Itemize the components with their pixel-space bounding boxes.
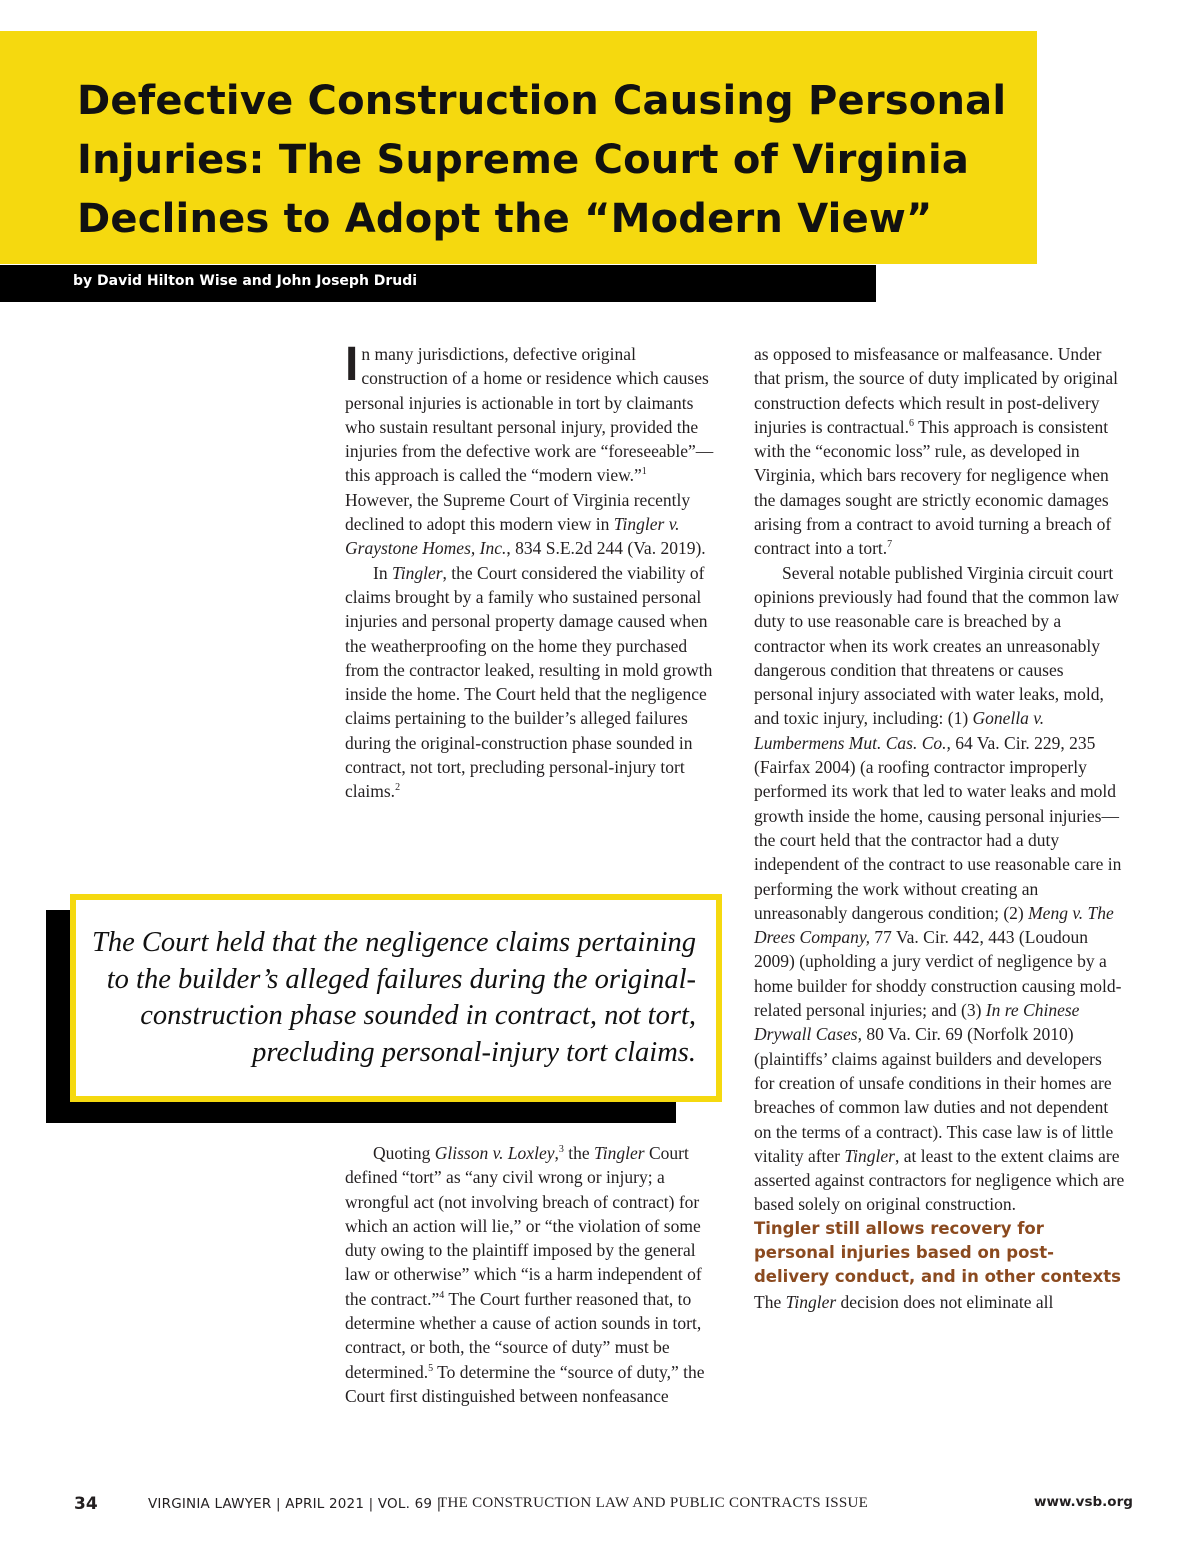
body-paragraph: Quoting Glisson v. Loxley,$^3$ the Tingler Court defined “tort” as “any civil wrong or injury; a wrongful act (not involving breach of contract) for which an action will lie,” or “the violation of some duty owing to the plaintiff imposed by the general law or otherwise” which “is a harm independent of the contract.”$^4$ The Court further reasoned that, to determine whether a cause of action sounds in tort, contract, or both, the “source of duty” must be determined.$^5$ To determine the “source of duty,” the Court first distinguished between nonfeasance: [345, 1143, 705, 1406]
body-paragraph: In many jurisdictions, defective original construction of a home or residence which causes personal injuries is actionable in tort by claimants who sustain resultant personal injury, provided the injuries from the defective work are “foreseeable”—this approach is called the “modern view.”$^1$ However, the Supreme Court of Virginia recently declined to adopt this modern view in Tingler v. Graystone Homes, Inc., 834 S.E.2d 244 (Va. 2019).: [345, 338, 714, 559]
footer-url[interactable]: www.vsb.org: [1034, 1494, 1133, 1510]
case-name: In re Chinese Drywall Cases: [754, 1000, 1080, 1045]
footnote-ref: 7: [887, 539, 893, 551]
article-title: Defective Construction Causing Personal Injuries: The Supreme Court of Virginia Declines to Adopt the “Modern View”: [77, 78, 1007, 242]
case-name: Meng v. The Drees Company,: [754, 902, 1114, 948]
section-subhead: Tingler still allows recovery for personal injuries based on post-delivery conduct, and in other contexts: [754, 1218, 1121, 1287]
footer-publication: VIRGINIA LAWYER | APRIL 2021 | VOL. 69 |: [148, 1496, 442, 1512]
footer-issue: THE CONSTRUCTION LAW AND PUBLIC CONTRACTS ISSUE: [438, 1495, 869, 1511]
case-name: Glisson v. Loxley: [434, 1143, 555, 1163]
body-paragraph: The Tingler decision does not eliminate all: [754, 1291, 1054, 1312]
pull-quote: The Court held that the negligence claims pertaining to the builder’s alleged failures during the original-construction phase sounded in contract, not tort, precluding personal-injury tort claims.: [92, 927, 696, 1068]
case-name: Tingler: [391, 562, 443, 583]
case-name: Tingler: [594, 1143, 645, 1163]
footnote-ref: 3: [558, 1144, 564, 1156]
page-number: 34: [74, 1494, 98, 1514]
footnote-ref: 2: [395, 782, 401, 794]
footnote-ref: 6: [909, 418, 915, 430]
column-1-top: [345, 338, 717, 804]
footnote-ref: 5: [428, 1362, 434, 1374]
column-1-bottom: [345, 1141, 713, 1408]
body-paragraph: as opposed to misfeasance or malfeasance. Under that prism, the source of duty implicated by original construction defects which result in post-delivery injuries is contractual.$^6$ This approach is consistent with the “economic loss” rule, as developed in Virginia, which bars recovery for negligence when the damages sought are strictly economic damages arising from a contract to avoid turning a breach of contract into a tort.$^7$: [754, 344, 1119, 559]
case-name: Gonella v. Lumbermens Mut. Cas. Co.,: [754, 708, 1045, 753]
case-name: Tingler v. Graystone Homes, Inc.: [345, 514, 680, 559]
case-name: Tingler: [785, 1291, 837, 1312]
footnote-ref: 1: [641, 466, 647, 478]
case-name: Tingler: [844, 1145, 895, 1166]
column-2: [754, 342, 1126, 1314]
body-paragraph: In Tingler, the Court considered the viability of claims brought by a family who sustained personal injuries and personal property damage caused when the weatherproofing on the home they purchased from the contractor leaked, resulting in mold growth inside the home. The Court held that the negligence claims pertaining to the builder’s alleged failures during the original-construction phase sounded in contract, not tort, precluding personal-injury tort claims.$^2$: [345, 562, 713, 802]
byline: by David Hilton Wise and John Joseph Drudi: [73, 273, 418, 289]
drop-cap: I: [345, 338, 359, 391]
footnote-ref: 4: [439, 1289, 445, 1301]
body-paragraph: Several notable published Virginia circuit court opinions previously had found that the common law duty to use reasonable care is breached by a contractor when its work creates an unreasonably dangerous condition that threatens or causes personal injury associated with water leaks, mold, and toxic injury, including: (1) Gonella v. Lumbermens Mut. Cas. Co., 64 Va. Cir. 229, 235 (Fairfax 2004) (a roofing contractor improperly performed its work that led to water leaks and mold growth inside the home, causing personal injuries—the court held that the contractor had a duty independent of the contract to use reasonable care in performing the work without creating an unreasonably dangerous condition; (2) Meng v. The Drees Company, 77 Va. Cir. 442, 443 (Loudoun 2009) (upholding a jury verdict of negligence by a home builder for shoddy construction causing mold-related personal injuries; and (3) In re Chinese Drywall Cases, 80 Va. Cir. 69 (Norfolk 2010) (plaintiffs’ claims against builders and developers for creation of unsafe conditions in their homes are breaches of common law duties and not dependent on the terms of a contract). This case law is of little vitality after Tingler, at least to the extent claims are asserted against contractors for negligence which are based solely on original construction.: [754, 562, 1125, 1215]
